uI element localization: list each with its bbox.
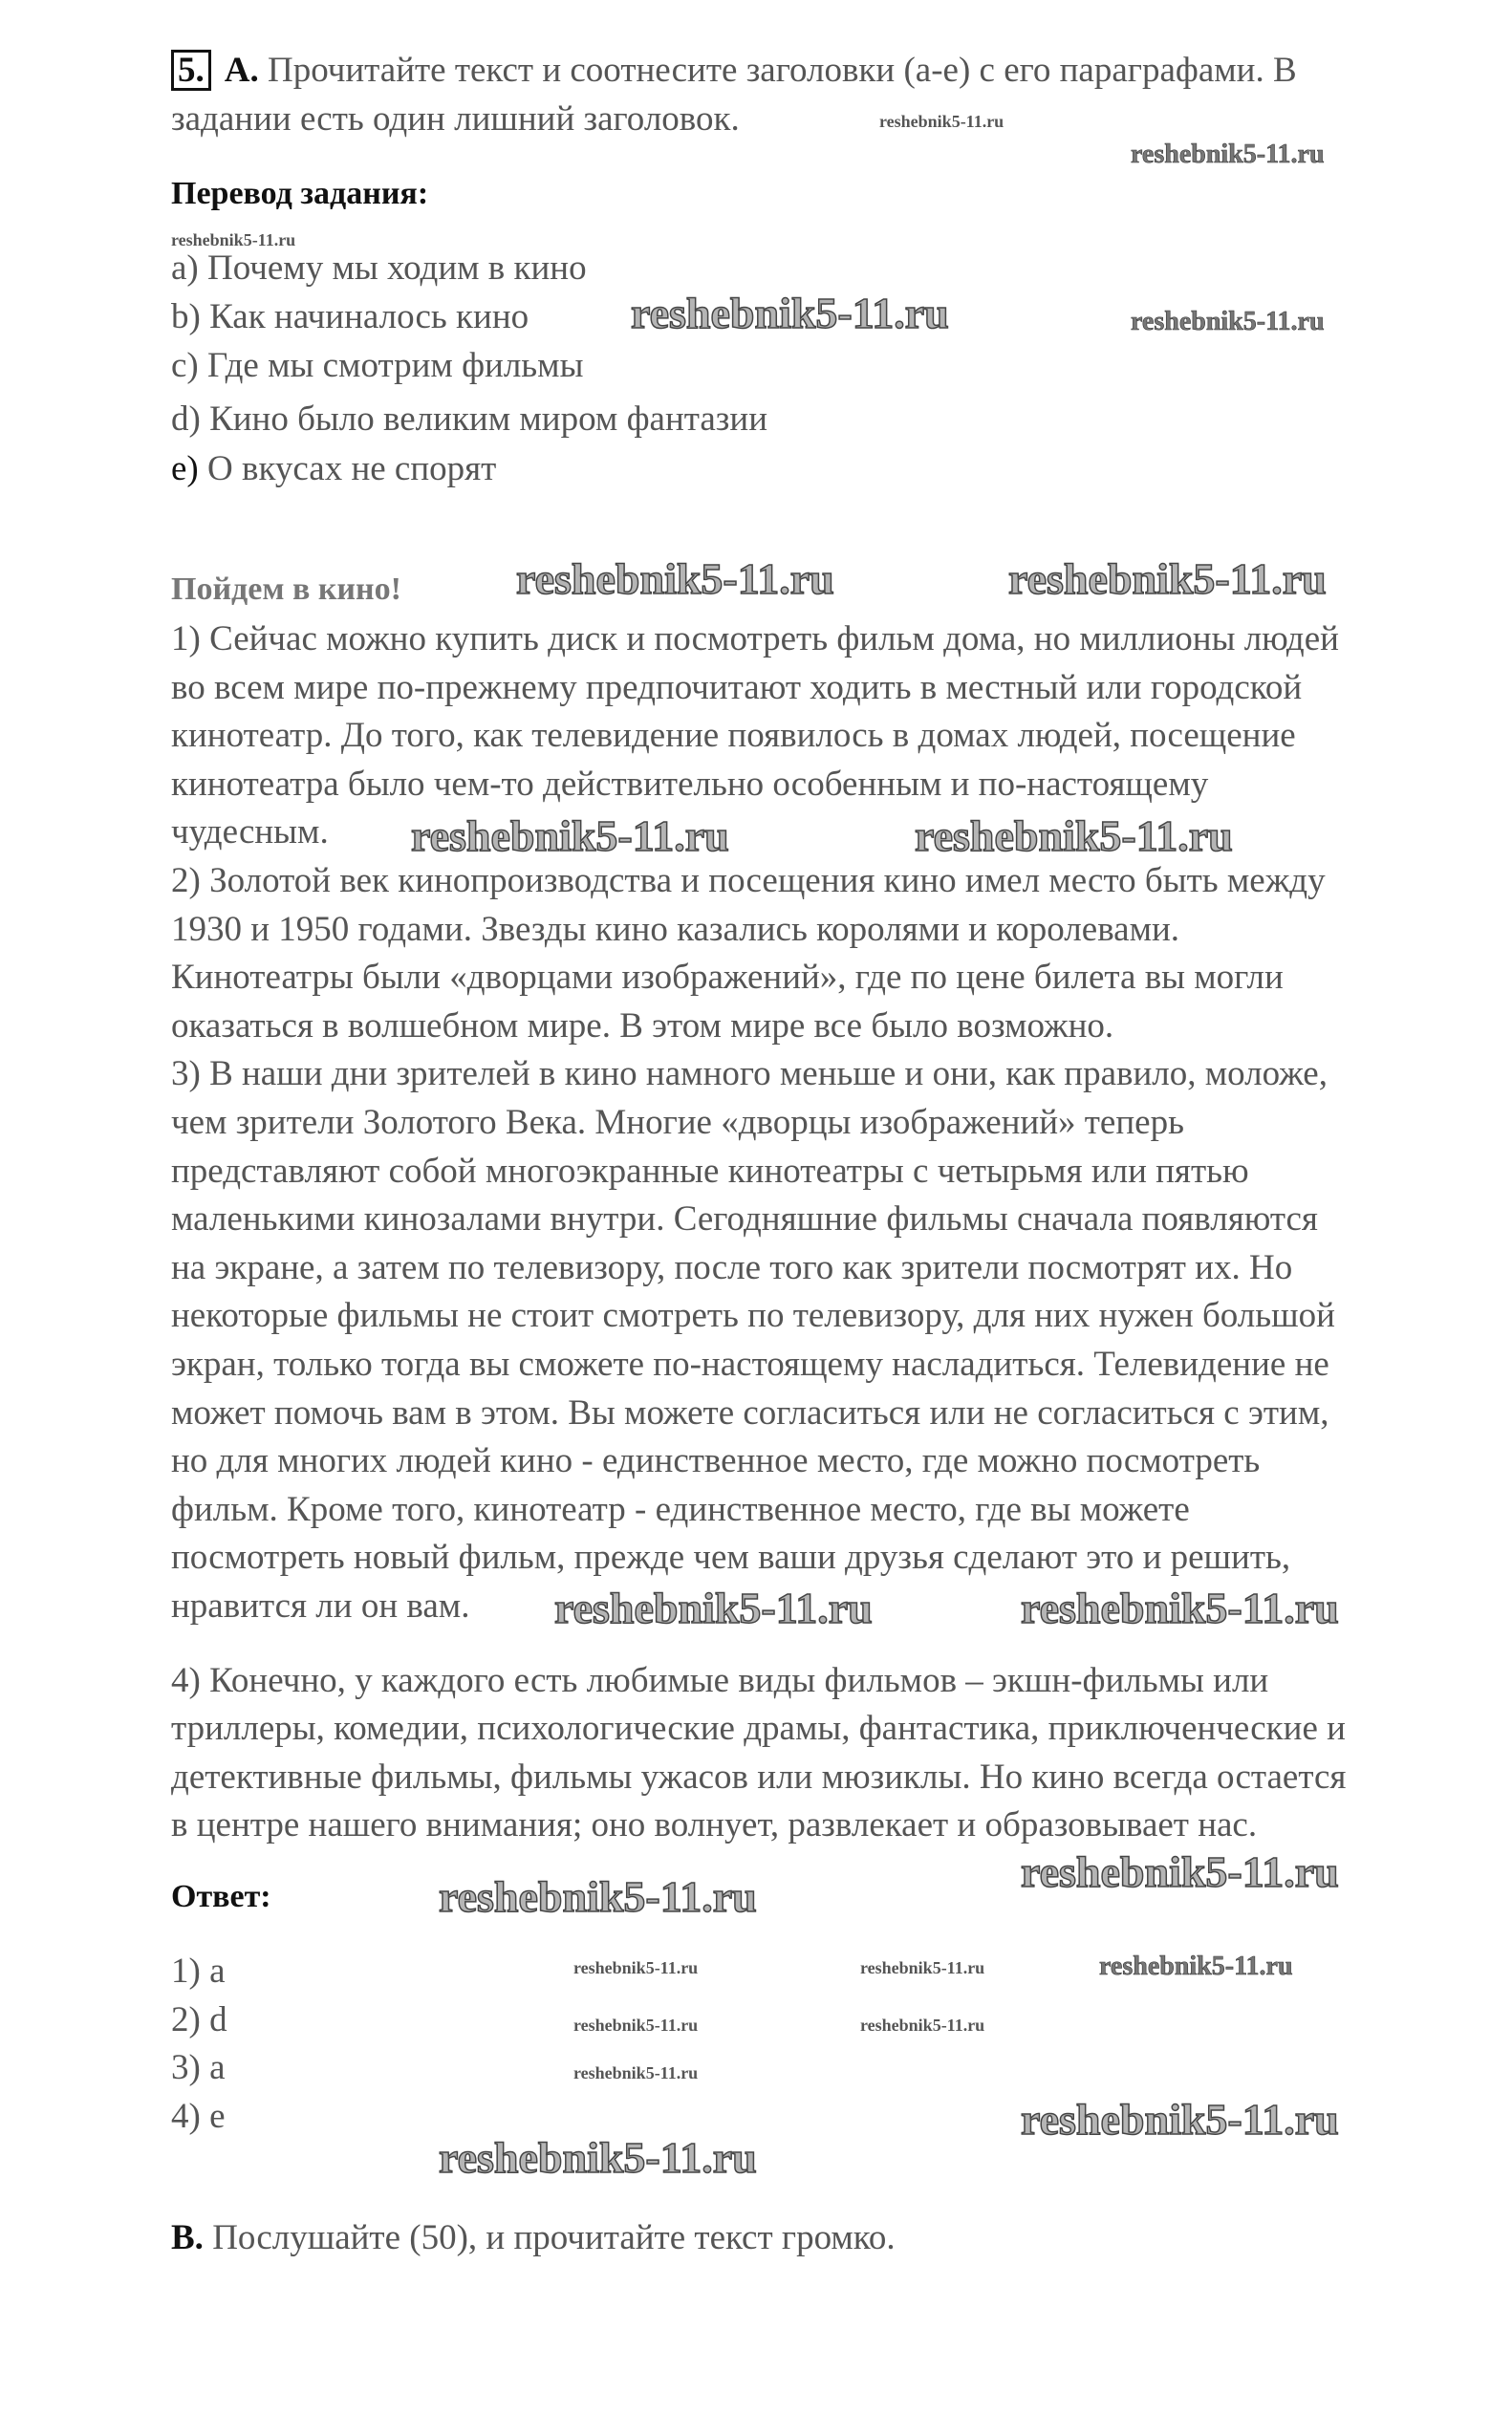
watermark: reshebnik5-11.ru bbox=[516, 554, 834, 603]
heading-letter: c) bbox=[171, 346, 199, 385]
heading-text: Где мы смотрим фильмы bbox=[207, 346, 584, 385]
text-line: кинотеатр. До того, как телевидение появилось в домах людей, посещение bbox=[171, 716, 1296, 756]
watermark: reshebnik5-11.ru bbox=[439, 1872, 757, 1921]
heading-text: Как начиналось кино bbox=[209, 297, 529, 336]
heading-item bbox=[171, 348, 583, 383]
text-line: 3) В наши дни зрителей в кино намного меньше и они, как правило, моложе, bbox=[171, 1054, 1328, 1094]
translation-heading: Перевод задания: bbox=[171, 176, 429, 211]
text-line: представляют собой многоэкранные кинотеатры с четырьмя или пятью bbox=[171, 1151, 1249, 1191]
watermark: reshebnik5-11.ru bbox=[573, 2016, 699, 2035]
text-line: во всем мире по-прежнему предпочитают ходить в местный или городской bbox=[171, 667, 1303, 707]
answer-heading: Ответ: bbox=[171, 1879, 271, 1914]
watermark: reshebnik5-11.ru bbox=[1008, 554, 1327, 603]
task-header-line1 bbox=[171, 50, 1297, 91]
text-line: триллеры, комедии, психологические драмы, фантастика, приключенческие и bbox=[171, 1709, 1346, 1749]
watermark: reshebnik5-11.ru bbox=[915, 811, 1233, 860]
task-b-text: Послушайте (50), и прочитайте текст громко. bbox=[212, 2218, 896, 2257]
watermark: reshebnik5-11.ru bbox=[573, 2063, 699, 2082]
text-line: кинотеатра было чем-то действительно особенным и по-настоящему bbox=[171, 764, 1209, 804]
task-instruction-2: задании есть один лишний заголовок. bbox=[171, 99, 740, 139]
watermark: reshebnik5-11.ru bbox=[1131, 140, 1325, 169]
text-line: 2) Золотой век кинопроизводства и посещения кино имел место быть между bbox=[171, 861, 1326, 900]
watermark: reshebnik5-11.ru bbox=[439, 2133, 757, 2182]
watermark: reshebnik5-11.ru bbox=[631, 289, 949, 337]
answer-item: 4) e bbox=[171, 2096, 226, 2136]
text-line: может помочь вам в этом. Вы можете согласиться или не согласиться с этим, bbox=[171, 1392, 1329, 1433]
text-line: 1930 и 1950 годами. Звезды кино казались королями и королевами. bbox=[171, 909, 1180, 949]
task-label: A. bbox=[224, 51, 259, 90]
task-b-label: B. bbox=[171, 2218, 204, 2257]
text-line: фильм. Кроме того, кинотеатр - единственное место, где вы можете bbox=[171, 1489, 1190, 1529]
watermark: reshebnik5-11.ru bbox=[1021, 1584, 1339, 1632]
watermark: reshebnik5-11.ru bbox=[411, 811, 729, 860]
watermark: reshebnik5-11.ru bbox=[1021, 2095, 1339, 2144]
answer-item: 2) d bbox=[171, 1999, 227, 2039]
text-line: но для многих людей кино - единственное место, где можно посмотреть bbox=[171, 1441, 1261, 1481]
text-line: оказаться в волшебном мире. В этом мире все было возможно. bbox=[171, 1005, 1114, 1046]
heading-letter: b) bbox=[171, 297, 201, 336]
text-title: Пойдем в кино! bbox=[171, 572, 401, 607]
heading-item bbox=[171, 401, 767, 437]
heading-letter: a) bbox=[171, 248, 199, 288]
text-line: посмотреть новый фильм, прежде чем ваши друзья сделают это и решить, bbox=[171, 1538, 1291, 1578]
watermark: reshebnik5-11.ru bbox=[554, 1584, 873, 1632]
task-b bbox=[171, 2220, 896, 2255]
watermark: reshebnik5-11.ru bbox=[879, 112, 1004, 131]
heading-text: Почему мы ходим в кино bbox=[207, 248, 587, 288]
watermark: reshebnik5-11.ru bbox=[860, 1958, 985, 1977]
text-line: Кинотеатры были «дворцами изображений», где по цене билета вы могли bbox=[171, 958, 1284, 998]
task-instruction-1: Прочитайте текст и соотнесите заголовки (a-e) с его параграфами. В bbox=[267, 51, 1297, 90]
text-line: некоторые фильмы не стоит смотреть по телевизору, для них нужен большой bbox=[171, 1296, 1335, 1336]
watermark: reshebnik5-11.ru bbox=[1021, 1847, 1339, 1896]
heading-item bbox=[171, 299, 529, 334]
heading-item bbox=[171, 451, 496, 486]
answer-item: 3) a bbox=[171, 2048, 226, 2088]
task-number: 5. bbox=[171, 50, 211, 91]
text-line: нравится ли он вам. bbox=[171, 1586, 470, 1626]
text-line: 4) Конечно, у каждого есть любимые виды фильмов – экшн-фильмы или bbox=[171, 1660, 1269, 1700]
heading-letter: e) bbox=[171, 449, 199, 488]
watermark: reshebnik5-11.ru bbox=[171, 230, 296, 249]
watermark: reshebnik5-11.ru bbox=[573, 1958, 699, 1977]
text-line: маленькими кинозалами внутри. Сегодняшние фильмы сначала появляются bbox=[171, 1199, 1318, 1240]
watermark: reshebnik5-11.ru bbox=[1099, 1952, 1293, 1981]
heading-item bbox=[171, 250, 587, 286]
watermark: reshebnik5-11.ru bbox=[1131, 307, 1325, 336]
text-line: чем зрители Золотого Века. Многие «дворцы изображений» теперь bbox=[171, 1103, 1184, 1142]
text-line: 1) Сейчас можно купить диск и посмотреть фильм дома, но миллионы людей bbox=[171, 619, 1339, 658]
watermark: reshebnik5-11.ru bbox=[860, 2016, 985, 2035]
text-line: на экране, а затем по телевизору, после того как зрители посмотрят их. Но bbox=[171, 1247, 1293, 1287]
heading-text: Кино было великим миром фантазии bbox=[209, 399, 768, 439]
heading-letter: d) bbox=[171, 399, 201, 439]
text-line: экран, только тогда вы сможете по-настоящему насладиться. Телевидение не bbox=[171, 1345, 1329, 1384]
text-line: чудесным. bbox=[171, 812, 329, 852]
heading-text: О вкусах не спорят bbox=[207, 449, 497, 488]
answer-item: 1) a bbox=[171, 1952, 226, 1991]
text-line: детективные фильмы, фильмы ужасов или мюзиклы. Но кино всегда остается bbox=[171, 1757, 1347, 1797]
text-line: в центре нашего внимания; оно волнует, развлекает и образовывает нас. bbox=[171, 1805, 1258, 1845]
